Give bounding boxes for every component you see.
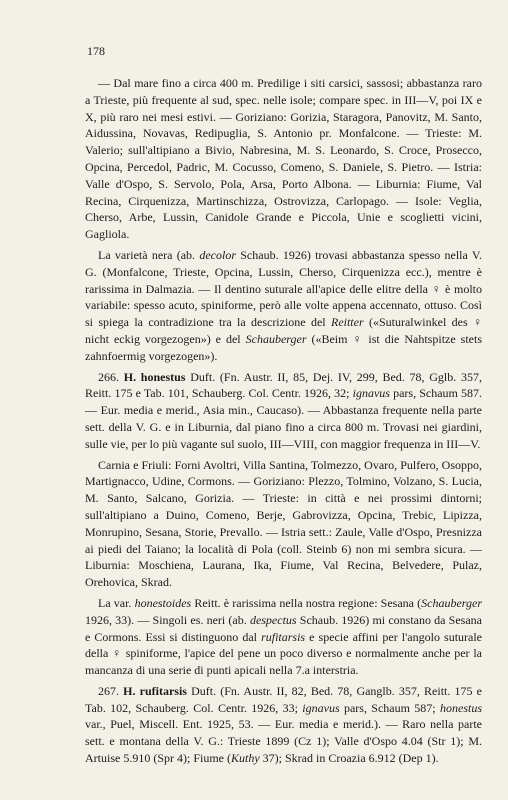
body-paragraph: La var. honestoides Reitt. è rarissima nella nostra regione: Sesana (Schauberger 1926, 33). — Singoli es. neri (ab. despectus Schaub. 1926) mi constano da Sesana e Cormons. Essi si distinguono dal rufitarsis e specie affini per l'angolo suturale della ♀ spiniforme, l'apice del pene un poco diverso e normalmente anche per la mancanza di una serie di punti apicali nella 7.a interstria.: [85, 595, 483, 678]
species-entry-paragraph: 266. H. honestus Duft. (Fn. Austr. II, 85, Dej. IV, 299, Bed. 78, Gglb. 357, Reitt. 175 e Tab. 101, Schauberg. Col. Centr. 1926, 32; ignavus pars, Schaum 587. — Eur. media e merid., Asia min., Caucaso). — Abbastanza frequente nella parte sett. della V. G. e in Liburnia, dal piano fino a circa 800 m. Trovasi nei giardini, sulle vie, per lo più vagante sul suolo, III—VIII, con maggior frequenza in III—V.: [85, 369, 482, 451]
body-text: [85, 75, 482, 767]
body-paragraph: Carnia e Friuli: Forni Avoltri, Villa Santina, Tolmezzo, Ovaro, Pulfero, Osoppo, Martignacco, Udine, Cormons. — Goriziano: Plezzo, Tolmino, Volzano, S. Lucia, M. Santo, Salcano, Gorizia. — Trieste: in città e nei prossimi dintorni; sull'altipiano a Duino, Comeno, Berje, Gabrovizza, Opcina, Trebic, Lipizza, Monrupino, Sesana, Storie, Prevallo. — Istria sett.: Zaule, Valle d'Ospo, Presnizza ai piedi del Taiano; la località di Pola (coll. Steinb 6) non mi sembra sicura. — Liburnia: Moschiena, Laurana, Ika, Fiume, Val Recina, Belvedere, Pulaz, Orehovica, Skrad.: [85, 457, 482, 590]
species-entry-paragraph: 267. H. rufitarsis Duft. (Fn. Austr. II, 82, Bed. 78, Ganglb. 357, Reitt. 175 e Tab. 102, Schauberg. Col. Centr. 1926, 33; ignavus pars, Schaum 587; honestus var., Puel, Miscell. Ent. 1925, 53. — Eur. media e merid.). — Raro nella parte sett. e montana della V. G.: Trieste 1899 (Cz 1); Valle d'Ospo 4.04 (Str 1); M. Artuise 5.910 (Spr 4); Fiume (Kuthy 37); Skrad in Croazia 6.912 (Dep 1).: [85, 683, 482, 766]
body-paragraph: La varietà nera (ab. decolor Schaub. 1926) trovasi abbastanza spesso nella V. G. (Monfalcone, Trieste, Opcina, Lussin, Cherso, Cirquenizza ecc.), mentre è rarissima in Dalmazia. — Il dentino suturale all'apice delle elitre della ♀ è molto variabile: spesso acuto, spiniforme, però alle volte appena accennato, ottuso. Così si spiega la contradizione tra la descrizione del Reitter («Suturalwinkel des ♀ nicht eckig vorgezogen») e del Schauberger («Beim ♀ ist die Nahtspitze stets zahnfoermig vorgezogen»).: [85, 247, 482, 363]
page-number: 178: [87, 44, 105, 58]
body-paragraph: — Dal mare fino a circa 400 m. Predilige i siti carsici, sassosi; abbastanza raro a Trieste, più frequente al sud, spec. nelle isole; compare spec. in III—V, poi IX e X, più raro nei mesi estivi. — Goriziano: Gorizia, Staragora, Panovitz, M. Santo, Aidussina, Novavas, Redipuglia, S. Antonio pr. Monfalcone. — Trieste: M. Valerio; sull'altipiano a Bivio, Nabresina, M. S. Leonardo, S. Croce, Prosecco, Opcina, Percedol, Padric, M. Cocusso, Comeno, S. Daniele, S. Pietro. — Istria: Valle d'Ospo, S. Servolo, Pola, Arsa, Porto Albona. — Liburnia: Fiume, Val Recina, Cirquenizza, Martinschizza, Ostrovizza, Carlopago. — Isole: Veglia, Cherso, Arbe, Lussin, Canidole Grande e Piccola, Unie e scoglietti vicini, Gagliola.: [85, 76, 482, 242]
